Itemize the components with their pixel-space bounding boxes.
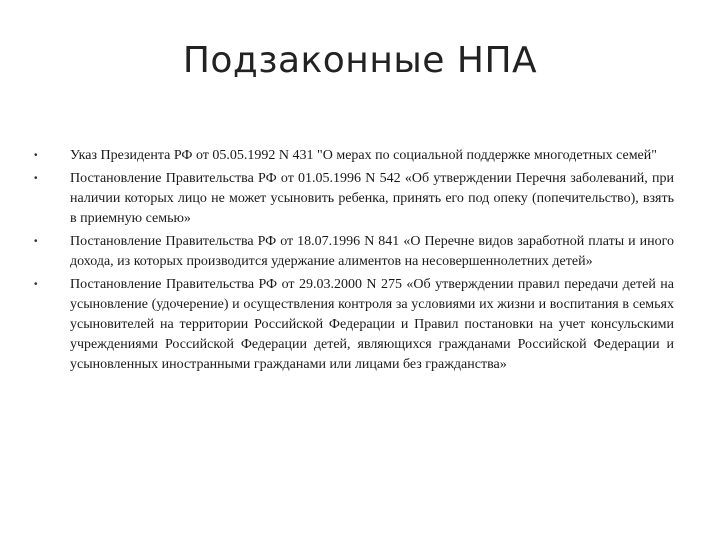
list-item-text: Постановление Правительства РФ от 29.03.2000 N 275 «Об утверждении правил передачи детей на усыновление (удочерение) и осуществления контроля за условиями их жизни и воспитания в семьях усыновителей на территории Российской Федерации и Правил постановки на учет консульскими учреждениями Российской Федерации детей, являющихся гражданами Российской Федерации и усыновленных иностранными гражданами или лицами без гражданства» xyxy=(70,277,674,372)
list-item xyxy=(34,232,674,272)
list-item xyxy=(34,169,674,229)
slide-title: Подзаконные НПА xyxy=(182,40,538,81)
list-item xyxy=(34,275,674,375)
list-item-text: Постановление Правительства РФ от 18.07.1996 N 841 «О Перечне видов заработной платы и иного дохода, из которых производится удержание алиментов на несовершеннолетних детей» xyxy=(70,234,674,269)
list-item-text: Постановление Правительства РФ от 01.05.1996 N 542 «Об утверждении Перечня заболеваний, при наличии которых лицо не может усыновить ребенка, принять его под опеку (попечительство), взять в приемную семью» xyxy=(70,171,674,226)
list-item xyxy=(34,146,674,166)
bullet-icon: • xyxy=(34,236,38,247)
bullet-icon: • xyxy=(34,150,38,161)
list-item-text: Указ Президента РФ от 05.05.1992 N 431 "О мерах по социальной поддержке многодетных семей" xyxy=(70,148,657,163)
bullet-list xyxy=(34,146,674,378)
bullet-icon: • xyxy=(34,279,38,290)
bullet-icon: • xyxy=(34,173,38,184)
